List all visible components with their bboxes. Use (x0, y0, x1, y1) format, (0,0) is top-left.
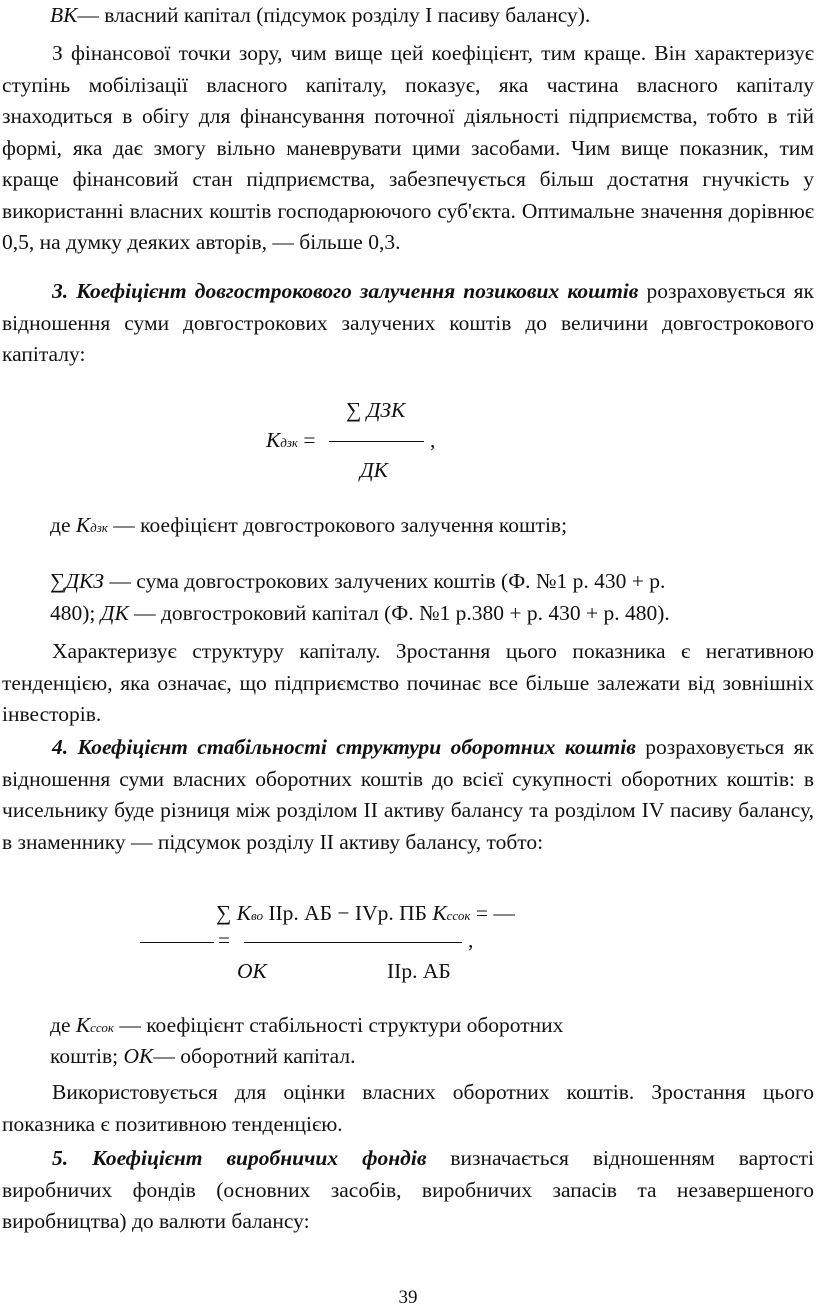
page-number: 39 (398, 1287, 418, 1308)
formula2-top-line: ∑ Кво ІІр. АБ − IVр. ПБ Кссок = — (216, 901, 515, 925)
definition-kdzk: де Кдзк — коефіцієнт довгострокового залучення коштів; (50, 513, 568, 537)
definition-kssok-line2: коштів; ОК— оборотний капітал. (50, 1044, 356, 1068)
definition-dkz-line2: 480); ДК — довгостроковий капітал (Ф. №1 р.380 + р. 430 + р. 480). (50, 601, 670, 625)
paragraph-finance: З фінансової точки зору, чим вище цей коефіцієнт, тим краще. Він характеризує ступінь мобілізації власного капіталу, показує, яка частина власного капіталу знаходиться в обігу для фінансування поточної діяльності підприємства, тобто в тій формі, яка дає змогу вільно маневрувати цими засобами. Чим вище показник, тим краще фінансовий стан підприємства, забезпечується більш достатня гнучкість у використанні власних коштів господарюючого суб'єкта. Оптимальне значення дорівнює 0,5, на думку деяких авторів, — більше 0,3. (2, 41, 814, 254)
formula2-left-line (140, 942, 214, 943)
section-5-text: визначається відношенням вартості виробничих фондів (основних засобів, виробничих запасів та незавершеного виробництва) до валюти балансу: (2, 1146, 814, 1233)
formula2-ok: ОК (237, 959, 267, 983)
section-3-paragraph (0, 276, 816, 371)
formula1-comma: , (430, 428, 436, 452)
formula1-lhs: Кдзк = (266, 428, 316, 452)
section-4-paragraph (0, 732, 816, 858)
formula1-numerator: ∑ ДЗК (346, 398, 406, 422)
section-5-paragraph (0, 1143, 816, 1238)
section-5-heading: 5. Коефіцієнт виробничих фондів (52, 1146, 427, 1170)
vk-definition-text: — власний капітал (підсумок розділу І пасиву балансу). (77, 3, 591, 27)
paragraph-structure: Характеризує структуру капіталу. Зростання цього показника є негативною тенденцією, яка означає, що підприємство починає все більше залежати від зовнішніх інвесторів. (2, 639, 814, 726)
formula1-fraction-line (329, 441, 424, 442)
formula2-fraction-line (244, 942, 462, 943)
def1-symbol: К (75, 513, 91, 537)
section-3-text: розраховується як відношення суми довгострокових залучених коштів до величини довгострокового капіталу: (2, 279, 814, 366)
definition-kssok-line1: де Кссок — коефіцієнт стабільності структури оборотних (50, 1013, 564, 1037)
formula1-denominator: ДК (360, 458, 388, 482)
def3-symbol: К (75, 1013, 91, 1037)
formula2-equals: = (218, 928, 231, 952)
formula2-comma: , (468, 928, 474, 952)
vk-definition-line (50, 0, 812, 32)
vk-symbol: ВК (50, 3, 78, 27)
def3-symbol2: ОК (123, 1044, 154, 1068)
def2-symbol: ∑ДКЗ (50, 569, 104, 593)
section-3-heading: 3. Коефіцієнт довгострокового залучення позикових коштів (52, 279, 639, 303)
def2-symbol2: ДК (100, 601, 129, 625)
paragraph-usage: Використовується для оцінки власних оборотних коштів. Зростання цього показника є позитивною тенденцією. (2, 1080, 814, 1136)
definition-dkz-line1: ∑ДКЗ — сума довгострокових залучених коштів (Ф. №1 р. 430 + р. (50, 569, 666, 593)
section-4-text: розраховується як відношення суми власних оборотних коштів до всієї сукупності оборотних коштів: в чисельнику буде різниця між розділом ІІ активу балансу та розділом IV пасиву балансу, в знаменнику — підсумок розділу ІІ активу балансу, тобто: (2, 735, 814, 854)
section-4-heading: 4. Коефіцієнт стабільності структури оборотних коштів (52, 735, 636, 759)
formula2-iir: ІІр. АБ (387, 959, 451, 983)
